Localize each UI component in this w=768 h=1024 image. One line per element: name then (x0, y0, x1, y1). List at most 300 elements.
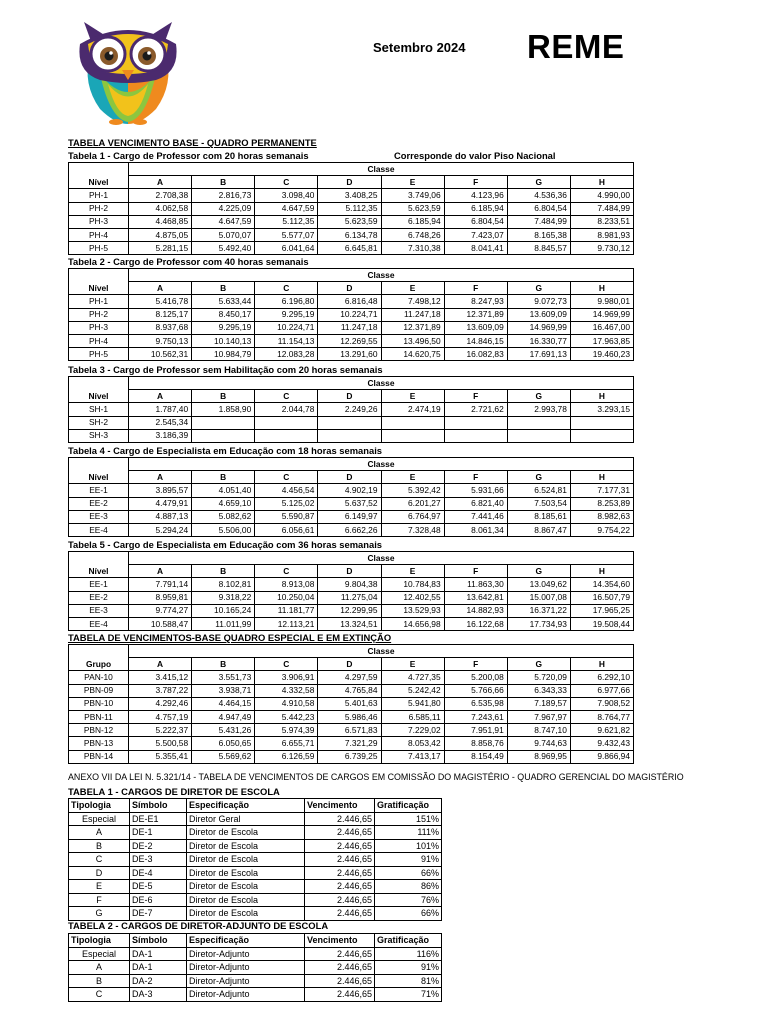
class-header-g: G (507, 176, 570, 189)
row-level: PH-4 (69, 334, 129, 347)
row-level: PH-2 (69, 308, 129, 321)
salary-cell: 5.986,46 (318, 710, 381, 723)
salary-cell: 4.727,35 (381, 671, 444, 684)
salary-cell: 13.529,93 (381, 604, 444, 617)
class-header-b: B (192, 565, 255, 578)
salary-cell: 13.609,09 (444, 321, 507, 334)
salary-cell: 3.938,71 (192, 684, 255, 697)
salary-cell: 5.416,78 (129, 295, 192, 308)
table-row (69, 907, 442, 921)
salary-cell: 8.913,08 (255, 578, 318, 591)
table-especialista-18h (68, 457, 634, 537)
table-row (69, 974, 442, 988)
salary-cell: 13.496,50 (381, 334, 444, 347)
row-level: PBN-09 (69, 684, 129, 697)
salary-cell: 2.545,34 (129, 416, 192, 429)
row-level: SH-3 (69, 429, 129, 442)
row-level: EE-2 (69, 497, 129, 510)
class-header-f: F (444, 471, 507, 484)
class-header-c: C (255, 390, 318, 403)
classe-row (69, 552, 634, 565)
salary-cell (318, 416, 381, 429)
row-level: PH-5 (69, 242, 129, 255)
classe-header: Classe (129, 552, 634, 565)
salary-cell: 6.645,81 (318, 242, 381, 255)
salary-cell: 2.249,26 (318, 403, 381, 416)
cell: 2.446,65 (305, 907, 375, 921)
salary-cell: 6.804,54 (444, 215, 507, 228)
row-level: EE-1 (69, 484, 129, 497)
table-row (69, 321, 634, 334)
salary-cell: 9.730,12 (570, 242, 633, 255)
salary-cell: 8.450,17 (192, 308, 255, 321)
classe-row (69, 269, 634, 282)
salary-cell: 11.275,04 (318, 591, 381, 604)
class-header-c: C (255, 471, 318, 484)
salary-cell: 4.479,91 (129, 497, 192, 510)
salary-cell (192, 416, 255, 429)
salary-cell: 10.165,24 (192, 604, 255, 617)
salary-cell (507, 429, 570, 442)
cell: 2.446,65 (305, 866, 375, 880)
table-row (69, 853, 442, 867)
salary-cell (570, 416, 633, 429)
salary-cell: 4.765,84 (318, 684, 381, 697)
salary-cell: 7.310,38 (381, 242, 444, 255)
classe-header: Classe (129, 269, 634, 282)
table-row (69, 497, 634, 510)
cell: 2.446,65 (305, 839, 375, 853)
classe-header: Classe (129, 458, 634, 471)
salary-cell: 8.981,93 (570, 228, 633, 241)
table-row (69, 697, 634, 710)
salary-cell: 5.577,07 (255, 228, 318, 241)
row-level: PH-1 (69, 189, 129, 202)
salary-cell: 10.224,71 (318, 308, 381, 321)
class-header-b: B (192, 471, 255, 484)
salary-cell: 4.297,59 (318, 671, 381, 684)
salary-cell: 13.642,81 (444, 591, 507, 604)
salary-cell: 4.875,05 (129, 228, 192, 241)
table-row (69, 348, 634, 361)
salary-cell (507, 416, 570, 429)
salary-cell: 11.247,18 (318, 321, 381, 334)
cell: Diretor de Escola (187, 907, 305, 921)
table-row (69, 880, 442, 894)
salary-cell: 4.910,58 (255, 697, 318, 710)
salary-cell: 7.441,46 (444, 510, 507, 523)
salary-cell: 12.371,89 (444, 308, 507, 321)
table-row (69, 295, 634, 308)
salary-cell: 9.295,19 (192, 321, 255, 334)
table3-title: Tabela 3 - Cargo de Professor sem Habilitação com 20 horas semanais (68, 364, 383, 375)
cell: DE-6 (130, 893, 187, 907)
salary-cell: 5.492,40 (192, 242, 255, 255)
salary-cell: 9.744,63 (507, 737, 570, 750)
cell: 2.446,65 (305, 826, 375, 840)
class-header-h: H (570, 282, 633, 295)
cell: A (69, 961, 130, 975)
column-header: Tipologia (69, 934, 130, 948)
salary-cell: 4.456,54 (255, 484, 318, 497)
class-header-h: H (570, 565, 633, 578)
table-row (69, 591, 634, 604)
salary-cell: 6.201,27 (381, 497, 444, 510)
salary-cell: 4.051,40 (192, 484, 255, 497)
dir1-title: TABELA 1 - CARGOS DE DIRETOR DE ESCOLA (68, 786, 280, 797)
table-row (69, 988, 442, 1002)
salary-cell: 6.134,78 (318, 228, 381, 241)
salary-cell: 8.185,61 (507, 510, 570, 523)
salary-cell: 3.408,25 (318, 189, 381, 202)
salary-cell: 8.969,95 (507, 750, 570, 763)
cell: 2.446,65 (305, 893, 375, 907)
class-header-g: G (507, 282, 570, 295)
salary-cell: 7.413,17 (381, 750, 444, 763)
row-level: PH-4 (69, 228, 129, 241)
table-row (69, 737, 634, 750)
cell: 151% (375, 812, 442, 826)
salary-cell: 17.734,93 (507, 617, 570, 630)
cell: DE-4 (130, 866, 187, 880)
salary-cell: 14.969,99 (507, 321, 570, 334)
salary-cell: 5.112,35 (318, 202, 381, 215)
table-row (69, 826, 442, 840)
salary-cell: 7.484,99 (570, 202, 633, 215)
salary-cell: 2.044,78 (255, 403, 318, 416)
salary-cell: 19.460,23 (570, 348, 633, 361)
salary-cell: 6.524,81 (507, 484, 570, 497)
table-row (69, 671, 634, 684)
salary-cell: 9.072,73 (507, 295, 570, 308)
salary-cell: 16.507,79 (570, 591, 633, 604)
salary-cell: 7.229,02 (381, 724, 444, 737)
cell: 2.446,65 (305, 988, 375, 1002)
column-header: Símbolo (130, 934, 187, 948)
table-professor-20h (68, 162, 634, 255)
cell: Diretor Geral (187, 812, 305, 826)
salary-cell: 7.189,57 (507, 697, 570, 710)
cell: 2.446,65 (305, 961, 375, 975)
class-header-a: A (129, 565, 192, 578)
class-header-g: G (507, 565, 570, 578)
cell: 101% (375, 839, 442, 853)
cell: DA-1 (130, 961, 187, 975)
class-header-g: G (507, 390, 570, 403)
salary-cell: 6.041,64 (255, 242, 318, 255)
salary-cell: 6.535,98 (444, 697, 507, 710)
class-header-d: D (318, 176, 381, 189)
salary-cell: 19.508,44 (570, 617, 633, 630)
classe-header: Classe (129, 163, 634, 176)
salary-cell: 6.739,25 (318, 750, 381, 763)
salary-cell (570, 429, 633, 442)
salary-cell: 8.233,51 (570, 215, 633, 228)
salary-cell: 5.623,59 (318, 215, 381, 228)
salary-cell: 8.747,10 (507, 724, 570, 737)
salary-cell: 5.941,80 (381, 697, 444, 710)
salary-cell: 8.867,47 (507, 523, 570, 536)
salary-cell: 5.082,62 (192, 510, 255, 523)
row-level: PBN-11 (69, 710, 129, 723)
class-letters-row (69, 658, 634, 671)
salary-cell: 6.585,11 (381, 710, 444, 723)
salary-cell: 12.371,89 (381, 321, 444, 334)
table-row (69, 215, 634, 228)
table-row (69, 403, 634, 416)
cell: 91% (375, 961, 442, 975)
salary-cell: 5.431,26 (192, 724, 255, 737)
row-level: EE-4 (69, 617, 129, 630)
cell: Diretor de Escola (187, 866, 305, 880)
salary-cell: 6.343,33 (507, 684, 570, 697)
salary-cell: 10.588,47 (129, 617, 192, 630)
class-header-c: C (255, 282, 318, 295)
table2-title: Tabela 2 - Cargo de Professor com 40 horas semanais (68, 256, 309, 267)
class-header-d: D (318, 658, 381, 671)
salary-cell: 8.959,81 (129, 591, 192, 604)
salary-cell (255, 429, 318, 442)
anexo-text: ANEXO VII DA LEI N. 5.321/14 - TABELA DE VENCIMENTOS DE CARGOS EM COMISSÃO DO MAGISTÉRIO - QUADRO GERENCIAL DO MAGISTÉRIO (68, 772, 684, 782)
table-professor-sem-habilitacao (68, 376, 634, 443)
class-header-e: E (381, 176, 444, 189)
salary-cell: 15.007,08 (507, 591, 570, 604)
salary-cell: 12.402,55 (381, 591, 444, 604)
salary-cell: 14.846,15 (444, 334, 507, 347)
table-row (69, 334, 634, 347)
row-label-header: Nível (69, 163, 129, 189)
table-quadro-especial (68, 644, 634, 764)
salary-cell: 5.720,09 (507, 671, 570, 684)
class-header-b: B (192, 658, 255, 671)
classe-row (69, 645, 634, 658)
salary-cell: 5.569,62 (192, 750, 255, 763)
column-header: Tipologia (69, 799, 130, 813)
salary-cell (444, 416, 507, 429)
salary-cell: 3.186,39 (129, 429, 192, 442)
salary-cell: 3.293,15 (570, 403, 633, 416)
cell: Diretor-Adjunto (187, 974, 305, 988)
class-letters-row (69, 176, 634, 189)
salary-cell: 5.590,87 (255, 510, 318, 523)
salary-cell: 8.253,89 (570, 497, 633, 510)
salary-cell: 17.691,13 (507, 348, 570, 361)
salary-cell: 6.764,97 (381, 510, 444, 523)
salary-cell: 7.951,91 (444, 724, 507, 737)
salary-cell: 2.993,78 (507, 403, 570, 416)
salary-cell: 1.858,90 (192, 403, 255, 416)
salary-cell: 4.647,59 (255, 202, 318, 215)
class-header-b: B (192, 282, 255, 295)
cell: 2.446,65 (305, 853, 375, 867)
salary-cell: 13.291,60 (318, 348, 381, 361)
row-level: PBN-14 (69, 750, 129, 763)
table-row (69, 617, 634, 630)
salary-cell: 6.056,61 (255, 523, 318, 536)
table-especialista-36h (68, 551, 634, 631)
class-header-d: D (318, 282, 381, 295)
class-header-h: H (570, 471, 633, 484)
salary-cell: 8.154,49 (444, 750, 507, 763)
salary-cell: 10.250,04 (255, 591, 318, 604)
salary-cell: 10.140,13 (192, 334, 255, 347)
row-level: EE-3 (69, 604, 129, 617)
salary-cell: 5.392,42 (381, 484, 444, 497)
row-level: PBN-10 (69, 697, 129, 710)
table-row (69, 416, 634, 429)
salary-cell: 5.281,15 (129, 242, 192, 255)
cell: 71% (375, 988, 442, 1002)
salary-cell: 6.748,26 (381, 228, 444, 241)
classe-header: Classe (129, 377, 634, 390)
table-row (69, 523, 634, 536)
salary-cell: 17.963,85 (570, 334, 633, 347)
salary-cell: 7.908,52 (570, 697, 633, 710)
cell: Especial (69, 947, 130, 961)
class-header-a: A (129, 390, 192, 403)
cell: F (69, 893, 130, 907)
salary-cell: 3.098,40 (255, 189, 318, 202)
table-row (69, 947, 442, 961)
salary-cell (444, 429, 507, 442)
table-row (69, 839, 442, 853)
salary-cell: 3.415,12 (129, 671, 192, 684)
cell: 76% (375, 893, 442, 907)
table1-title: Tabela 1 - Cargo de Professor com 20 horas semanais (68, 150, 309, 161)
table-row (69, 604, 634, 617)
main-title: TABELA VENCIMENTO BASE - QUADRO PERMANENTE (68, 137, 317, 148)
class-header-h: H (570, 658, 633, 671)
row-level: PH-2 (69, 202, 129, 215)
salary-cell: 9.866,94 (570, 750, 633, 763)
table-row (69, 202, 634, 215)
classe-row (69, 163, 634, 176)
cell: DE-5 (130, 880, 187, 894)
salary-cell: 4.757,19 (129, 710, 192, 723)
salary-cell: 9.754,22 (570, 523, 633, 536)
salary-cell: 4.947,49 (192, 710, 255, 723)
salary-cell: 4.647,59 (192, 215, 255, 228)
salary-cell (192, 429, 255, 442)
salary-cell (255, 416, 318, 429)
salary-cell: 5.974,39 (255, 724, 318, 737)
salary-cell: 9.804,38 (318, 578, 381, 591)
class-header-f: F (444, 282, 507, 295)
salary-cell: 13.049,62 (507, 578, 570, 591)
salary-cell: 5.931,66 (444, 484, 507, 497)
salary-cell: 1.787,40 (129, 403, 192, 416)
class-header-e: E (381, 282, 444, 295)
cell: Diretor de Escola (187, 893, 305, 907)
table-row (69, 710, 634, 723)
piso-note: Corresponde do valor Piso Nacional (394, 150, 556, 161)
salary-cell: 4.659,10 (192, 497, 255, 510)
row-level: SH-2 (69, 416, 129, 429)
cell: 66% (375, 907, 442, 921)
salary-cell: 12.113,21 (255, 617, 318, 630)
cell: DE-7 (130, 907, 187, 921)
salary-cell: 16.122,68 (444, 617, 507, 630)
cell: A (69, 826, 130, 840)
table-row (69, 961, 442, 975)
salary-cell: 13.324,51 (318, 617, 381, 630)
salary-cell: 4.062,58 (129, 202, 192, 215)
salary-cell: 5.401,63 (318, 697, 381, 710)
salary-cell: 6.571,83 (318, 724, 381, 737)
classe-header: Classe (129, 645, 634, 658)
column-header: Especificação (187, 934, 305, 948)
salary-cell: 9.318,22 (192, 591, 255, 604)
salary-cell: 2.708,38 (129, 189, 192, 202)
salary-cell: 4.887,13 (129, 510, 192, 523)
table-row (69, 893, 442, 907)
salary-cell: 8.858,76 (444, 737, 507, 750)
salary-cell (318, 429, 381, 442)
salary-cell: 8.165,38 (507, 228, 570, 241)
salary-cell: 8.053,42 (381, 737, 444, 750)
salary-cell: 4.990,00 (570, 189, 633, 202)
salary-cell: 9.621,82 (570, 724, 633, 737)
cell: Diretor-Adjunto (187, 947, 305, 961)
salary-cell: 4.225,09 (192, 202, 255, 215)
class-header-d: D (318, 471, 381, 484)
salary-cell: 11.247,18 (381, 308, 444, 321)
table-row (69, 228, 634, 241)
class-header-f: F (444, 658, 507, 671)
row-level: EE-2 (69, 591, 129, 604)
cell: C (69, 988, 130, 1002)
salary-cell: 9.774,27 (129, 604, 192, 617)
row-label-header: Nível (69, 458, 129, 484)
salary-cell: 16.371,22 (507, 604, 570, 617)
salary-cell (381, 429, 444, 442)
salary-cell: 5.112,35 (255, 215, 318, 228)
class-letters-row (69, 282, 634, 295)
cell: 2.446,65 (305, 880, 375, 894)
salary-cell: 14.354,60 (570, 578, 633, 591)
column-header: Gratificação (375, 799, 442, 813)
salary-cell: 5.070,07 (192, 228, 255, 241)
salary-cell: 7.484,99 (507, 215, 570, 228)
salary-cell: 7.498,12 (381, 295, 444, 308)
salary-cell: 5.500,58 (129, 737, 192, 750)
salary-cell: 3.749,06 (381, 189, 444, 202)
cell: 81% (375, 974, 442, 988)
row-level: PH-5 (69, 348, 129, 361)
salary-cell: 7.177,31 (570, 484, 633, 497)
salary-cell: 7.423,07 (444, 228, 507, 241)
salary-cell: 9.432,43 (570, 737, 633, 750)
salary-cell: 6.126,59 (255, 750, 318, 763)
classe-row (69, 458, 634, 471)
salary-cell: 8.061,34 (444, 523, 507, 536)
dir2-title: TABELA 2 - CARGOS DE DIRETOR-ADJUNTO DE ESCOLA (68, 920, 329, 931)
table-diretor-escola (68, 798, 442, 921)
header-month: Setembro 2024 (373, 40, 466, 55)
salary-cell: 4.464,15 (192, 697, 255, 710)
class-header-a: A (129, 176, 192, 189)
row-level: PBN-12 (69, 724, 129, 737)
cell: Diretor de Escola (187, 853, 305, 867)
cell: 86% (375, 880, 442, 894)
salary-cell: 8.937,68 (129, 321, 192, 334)
class-letters-row (69, 565, 634, 578)
table-professor-40h (68, 268, 634, 361)
salary-cell: 6.185,94 (381, 215, 444, 228)
table-row (69, 308, 634, 321)
class-header-f: F (444, 565, 507, 578)
salary-cell: 7.503,54 (507, 497, 570, 510)
